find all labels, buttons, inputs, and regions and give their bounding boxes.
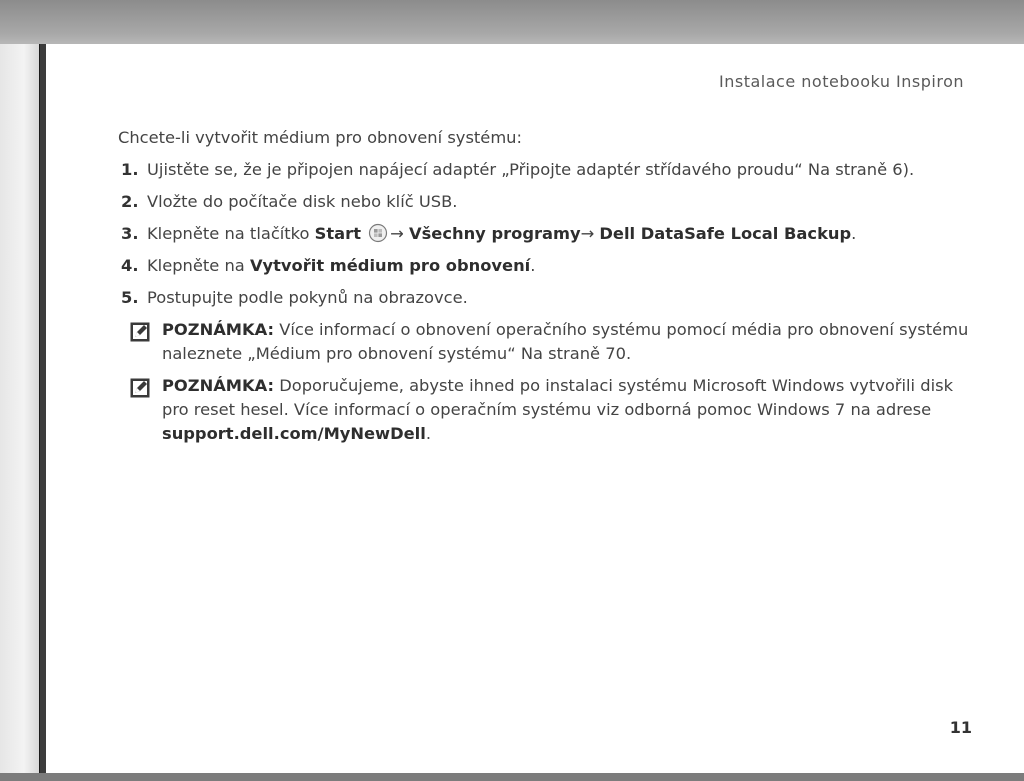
step-2 [118, 190, 978, 214]
step-text-suffix: . [530, 256, 536, 275]
scan-background-bottom [0, 773, 1024, 781]
note-pencil-icon [130, 378, 150, 398]
step-text: Postupujte podle pokynů na obrazovce. [147, 288, 468, 307]
note-label: POZNÁMKA: [162, 320, 275, 339]
step-4 [118, 254, 978, 278]
all-programs-label: Všechny programy [409, 224, 581, 243]
page-number: 11 [949, 718, 972, 737]
note-label: POZNÁMKA: [162, 376, 275, 395]
page-content [118, 126, 978, 446]
step-number: 1. [121, 160, 139, 179]
support-url: support.dell.com/MyNewDell [162, 424, 426, 443]
datasafe-app-label: Dell DataSafe Local Backup [599, 224, 852, 243]
note-text: Více informací o obnovení operačního systému pomocí média pro obnovení systému naleznete „Médium pro obnovení systému“ Na straně 70. [162, 320, 969, 363]
step-1 [118, 158, 978, 182]
intro-text: Chcete-li vytvořit médium pro obnovení systému: [118, 128, 522, 147]
step-text-prefix: Klepněte na [147, 256, 250, 275]
create-recovery-media-label: Vytvořit médium pro obnovení [249, 256, 531, 275]
step-text-prefix: Klepněte na tlačítko [147, 224, 315, 243]
step-text: Ujistěte se, že je připojen napájecí adaptér „Připojte adaptér střídavého proudu“ Na straně 6). [147, 160, 915, 179]
step-number: 5. [121, 288, 139, 307]
note-pencil-icon [130, 322, 150, 342]
arrow-separator: → [390, 224, 409, 243]
note-text-suffix: . [425, 424, 431, 443]
step-number: 4. [121, 256, 139, 275]
note-text: Doporučujeme, abyste ihned po instalaci systému Microsoft Windows vytvořili disk pro reset hesel. Více informací o operačním systému viz odborná pomoc Windows 7 na adrese [162, 376, 954, 419]
running-header: Instalace notebooku Inspiron [719, 72, 964, 91]
previous-page-edge [0, 44, 40, 775]
steps-list [118, 158, 978, 310]
note-2 [118, 374, 978, 446]
arrow-separator: → [580, 224, 600, 243]
note-1 [118, 318, 978, 366]
scan-background-top [0, 0, 1024, 48]
windows-start-orb-icon [368, 223, 388, 243]
step-number: 2. [121, 192, 139, 211]
step-5 [118, 286, 978, 310]
step-number: 3. [121, 224, 139, 243]
step-text-suffix: . [851, 224, 857, 243]
start-label: Start [314, 224, 361, 243]
step-text: Vložte do počítače disk nebo klíč USB. [147, 192, 458, 211]
step-3 [118, 222, 978, 246]
